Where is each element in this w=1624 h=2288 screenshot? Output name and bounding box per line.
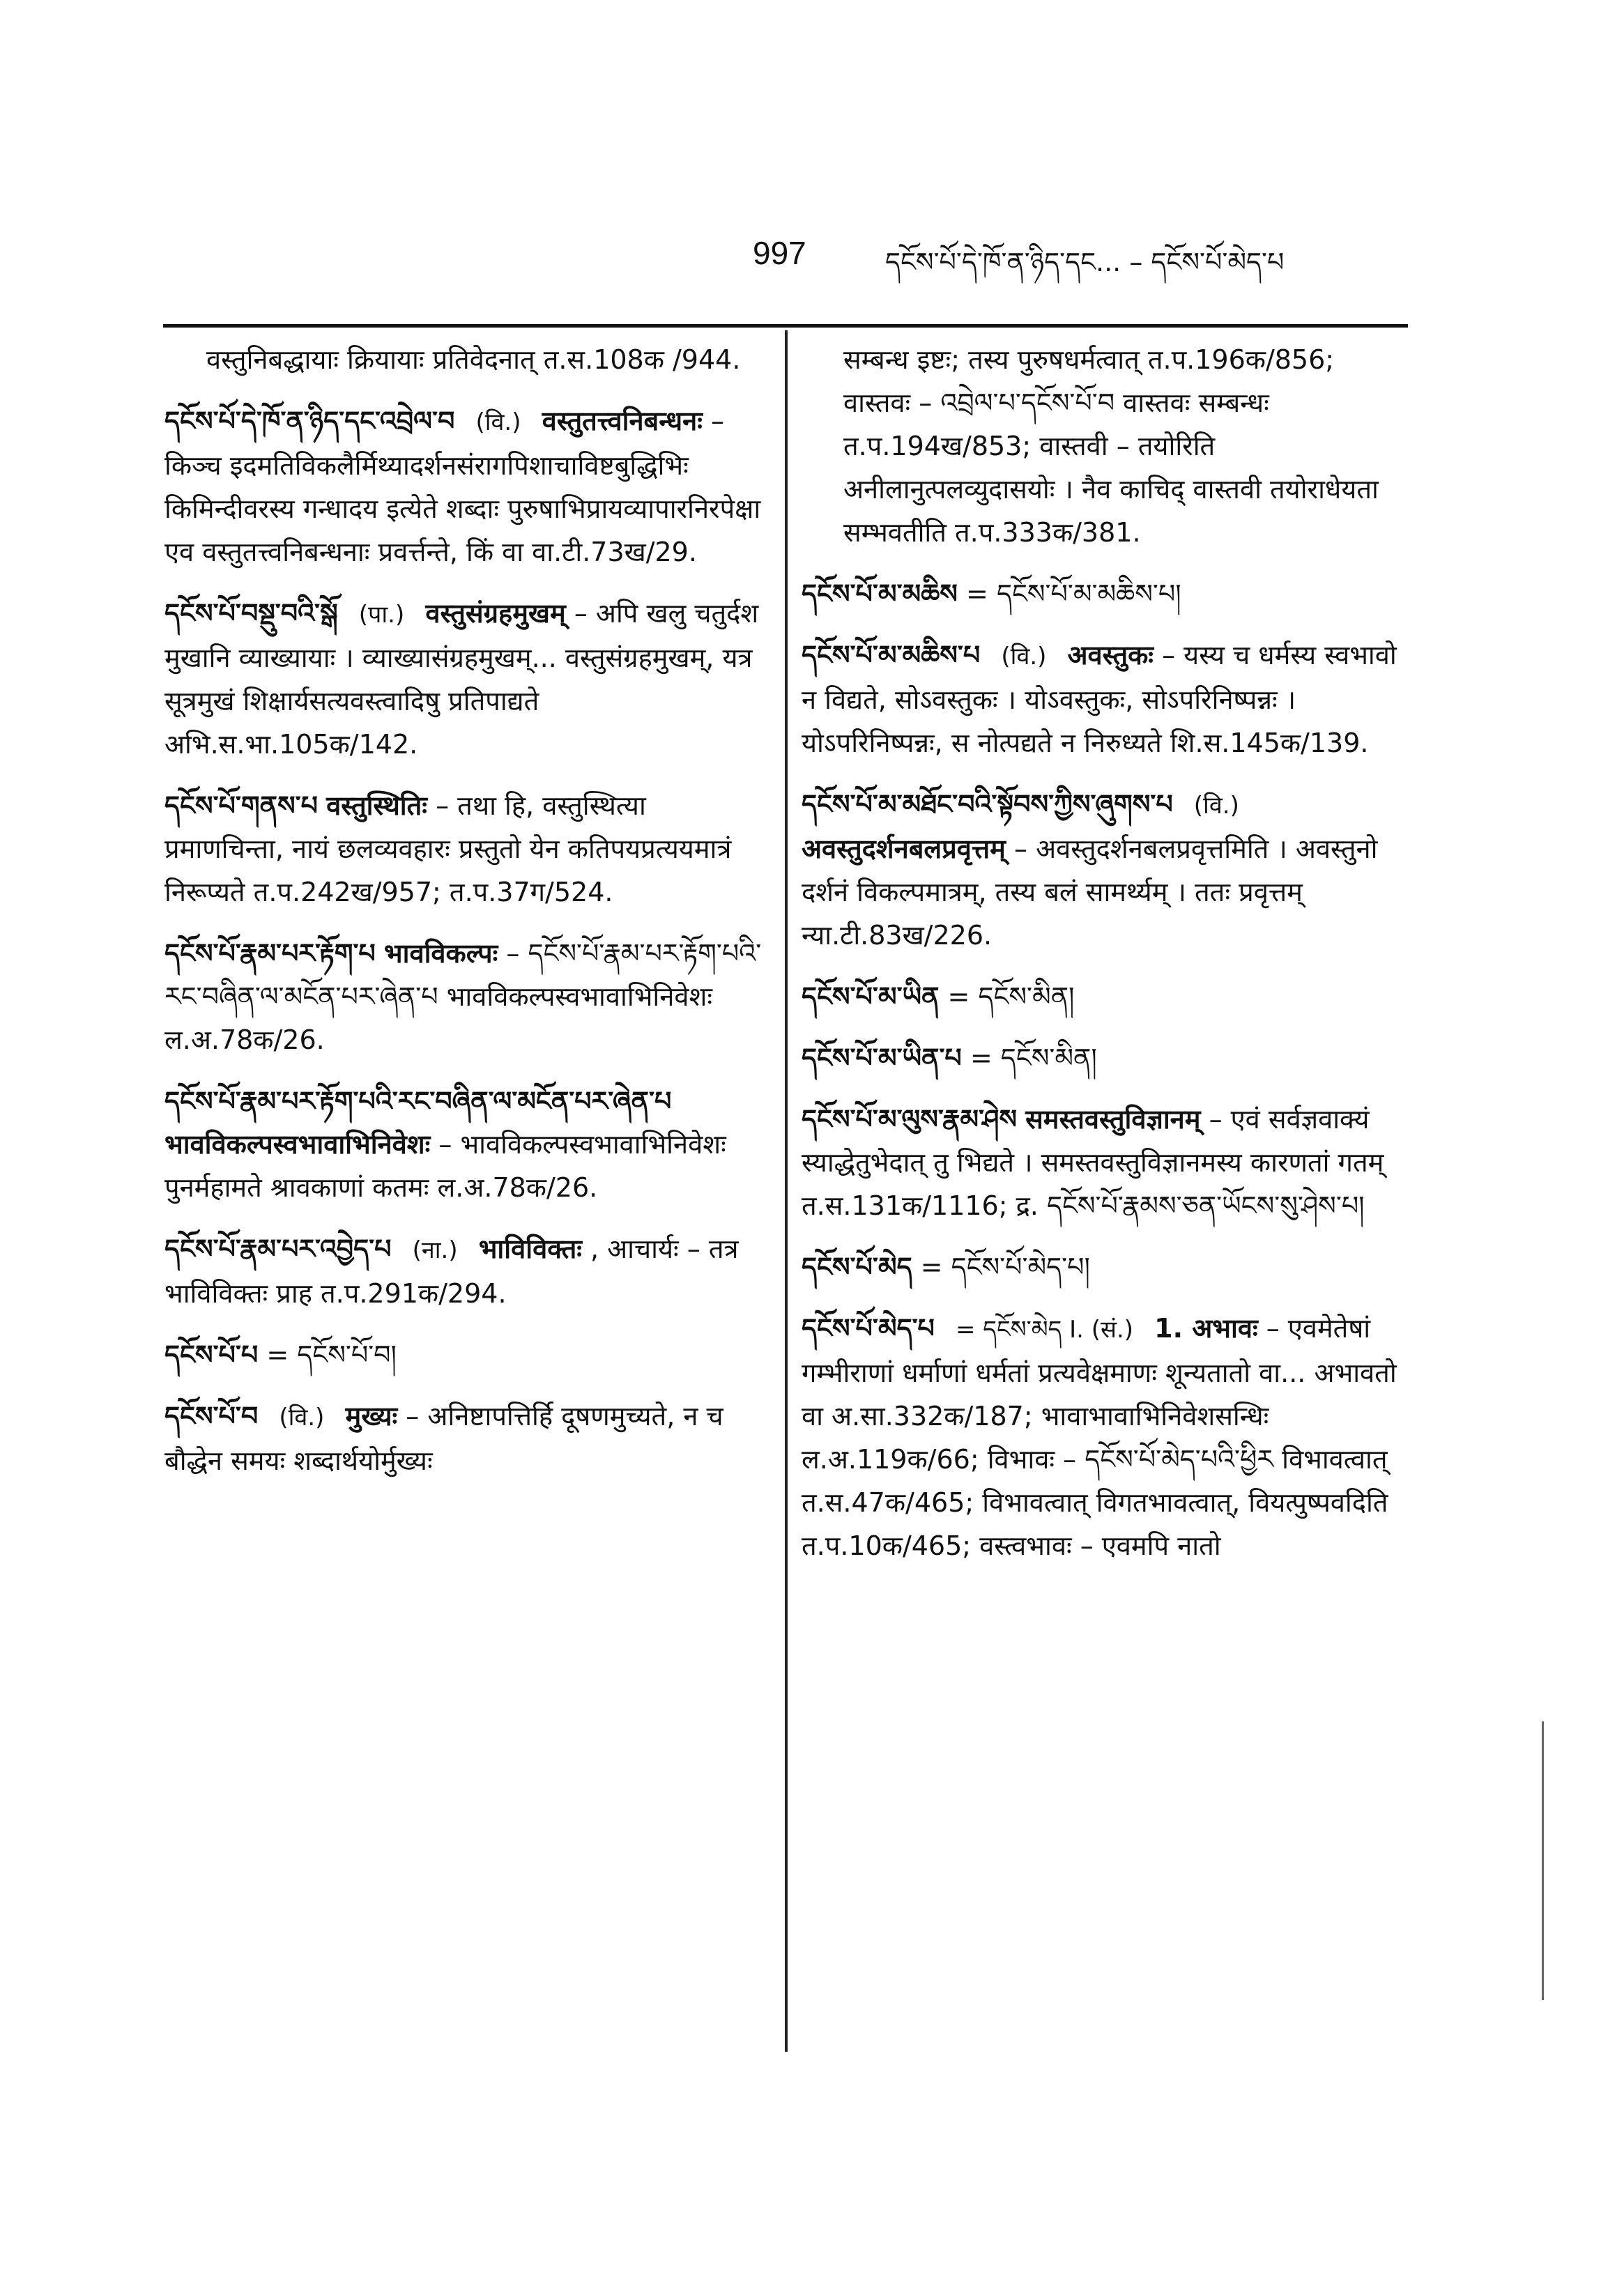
dictionary-entry xyxy=(802,783,1401,957)
entry-text: – अवस्तुदर्शनबलप्रवृत्तमिति । अवस्तुनो दर्शनं विकल्पमात्रम्, तस्य बलं सामर्थ्यम् । ततः प्रवृत्तम् न्या.टी.83ख/226. xyxy=(802,834,1378,951)
entry-headword: དངོས་པོ་མ་ཡིན xyxy=(802,981,940,1012)
running-head: དངོས་པོ་དེ་ཁོ་ན་ཉིད་དང... – དངོས་པོ་མེད་པ xyxy=(885,247,1285,277)
dictionary-entry xyxy=(164,399,764,574)
entry-text: – एवमेतेषां गम्भीराणां धर्माणां धर्मतां प्रत्यवेक्षमाणः शून्यतातो वा... अभावतो वा अ.सा.332क/187; भावाभावाभिनिवेशसन्धिः ल.अ.119क/66; विभावः – དངོས་པོ་མེད་པའི་ཕྱིར विभावत्वात् त.स.47क/465; विभावत्वात् विगतभावत्वात्, वियत्पुष्पवदिति त.प.10क/465; वस्त्वभावः – एवमपि नातो xyxy=(802,1313,1397,1561)
entry-text: – यस्य च धर्मस्य स्वभावो न विद्यते, सोऽवस्तुकः । योऽवस्तुकः, सोऽपरिनिष्पन्नः । योऽपरिनिष्पन्नः, स नोत्पद्यते न निरुध्यते शि.स.145क/139. xyxy=(802,640,1397,758)
entry-grammar: (वि.) xyxy=(1193,792,1239,820)
entry-headword: དངོས་པོ་བ xyxy=(164,1401,259,1431)
entry-headword: དངོས་པོ་གནས་པ xyxy=(164,790,318,821)
dictionary-entry xyxy=(164,932,764,1061)
entry-sanskrit: 1. अभावः xyxy=(1154,1313,1258,1344)
entry-text: – किञ्च इदमतिविकलैर्मिथ्यादर्शनसंरागपिशाचाविष्टबुद्धिभिः किमिन्दीवरस्य गन्धादय इत्येते शब्दाः पुरुषाभिप्रायव्यापारनिरपेक्षा एव वस्तुतत्त्वनिबन्धनाः प्रवर्त्तन्ते, किं वा वा.टी.73ख/29. xyxy=(164,406,761,567)
entry-headword: དངོས་པོ་མ་མཐོང་བའི་སྟོབས་ཀྱིས་ཞུགས་པ xyxy=(802,789,1173,820)
entry-text: सम्बन्ध इष्टः; तस्य पुरुषधर्मत्वात् त.प.196क/856; वास्तवः – འབྲེལ་པ་དངོས་པོ་བ वास्तवः सम्बन्धः त.प.194ख/853; वास्तवी – तयोरिति अनीलानुत्पलव्युदासयोः । नैव काचिद् वास्तवी तयोराधेयता सम्भवतीति त.प.333क/381. xyxy=(843,344,1379,548)
entry-sanskrit: वस्तुतत्त्वनिबन्धनः xyxy=(542,406,703,436)
dictionary-entry xyxy=(802,1036,1401,1080)
entry-headword: དངོས་པོ་རྣམ་པར་འབྱེད་པ xyxy=(164,1234,392,1264)
entry-sanskrit: मुख्यः xyxy=(345,1401,398,1431)
entry-text: = དངོས་པོ་མེད་པ། xyxy=(920,1252,1090,1282)
entry-sanskrit: भावविकल्पः xyxy=(383,938,498,969)
dictionary-entry xyxy=(164,592,764,766)
dictionary-entry xyxy=(802,975,1401,1018)
dictionary-entry xyxy=(802,1245,1401,1289)
entry-text: – དངོས་པོ་རྣམ་པར་རྟོག་པའི་རང་བཞིན་ལ་མངོན་པར་ཞེན་པ भावविकल्पस्वभावाभिनिवेशः ल.अ.78क/26. xyxy=(164,938,762,1055)
entry-text: – अपि खलु चतुर्दश मुखानि व्याख्यायाः । व्याख्यासंग्रहमुखम्... वस्तुसंग्रहमुखम्, यत्र सूत्रमुखं शिक्षार्यसत्यवस्त्वादिषु प्रतिपाद्यते अभि.स.भा.105क/142. xyxy=(164,598,759,760)
entry-grammar: (वि.) xyxy=(475,408,521,436)
entry-text: = དངོས་པོ་མ་མཆིས་པ། xyxy=(966,578,1181,609)
entry-text: – तथा हि, वस्तुस्थित्या प्रमाणचिन्ता, नायं छलव्यवहारः प्रस्तुतो येन कतिपयप्रत्ययमात्रं निरूप्यते त.प.242ख/957; त.प.37ग/524. xyxy=(164,790,732,907)
entry-grammar: (वि.) xyxy=(279,1404,325,1431)
entry-grammar: (वि.) xyxy=(1001,643,1047,670)
entry-sanskrit: समस्तवस्तुविज्ञानम् xyxy=(1025,1104,1201,1135)
entry-text: = དངོས་མིན། xyxy=(970,1043,1097,1073)
dictionary-entry xyxy=(802,634,1401,765)
entry-text: – एवं सर्वज्ञवाक्यं स्याद्धेतुभेदात् तु भिद्यते । समस्तवस्तुविज्ञानमस्य कारणतां गतम् त.स.131क/1116; द्र. དངོས་པོ་རྣམས་ཅན་ཡོངས་སུ་ཤེས་པ། xyxy=(802,1104,1384,1221)
page-number: 997 xyxy=(753,235,806,271)
entry-headword: དངོས་པོ་མ་ཡིན་པ xyxy=(802,1043,962,1073)
entry-sanskrit: भाविविक्तः xyxy=(478,1234,582,1264)
margin-mark xyxy=(1542,1721,1544,2000)
entry-text: = དངོས་པོ་བ། xyxy=(266,1339,397,1370)
entry-sanskrit: अवस्तुदर्शनबलप्रवृत्तम् xyxy=(802,834,1006,864)
entry-sanskrit: भावविकल्पस्वभावाभिनिवेशः xyxy=(164,1129,431,1160)
entry-headword: དངོས་པོ་མ་མཆིས xyxy=(802,578,958,609)
header-rule xyxy=(163,324,1408,328)
dictionary-entry xyxy=(164,1227,764,1315)
entry-text: – अनिष्टापत्तिर्हि दूषणमुच्यते, न च बौद्धेन समयः शब्दार्थयोर्मुख्यः xyxy=(164,1401,723,1476)
entry-sanskrit: अवस्तुकः xyxy=(1067,640,1154,670)
dictionary-entry xyxy=(802,1307,1401,1567)
left-column xyxy=(164,338,764,1500)
entry-headword: དངོས་པོ་མེད xyxy=(802,1252,912,1282)
entry-sanskrit: वस्तुसंग्रहमुखम् xyxy=(425,598,566,629)
entry-headword: དངོས་པོ་དེ་ཁོ་ན་ཉིད་དང་འབྲེལ་བ xyxy=(164,406,455,436)
entry-headword: དངོས་པོ་པ xyxy=(164,1339,259,1370)
right-column xyxy=(802,338,1401,1586)
entry-headword: དངོས་པོ་བསྡུ་བའི་སྒོ xyxy=(164,598,338,629)
entry-sanskrit: वस्तुस्थितिः xyxy=(326,790,427,821)
dictionary-entry xyxy=(164,784,764,914)
entry-text: = དངོས་མིན། xyxy=(947,981,1075,1012)
dictionary-entry xyxy=(802,572,1401,615)
dictionary-entry xyxy=(164,1395,764,1482)
entry-headword: དངོས་པོ་མ་ལུས་རྣམ་ཤེས xyxy=(802,1104,1017,1135)
dictionary-entry xyxy=(164,338,764,381)
entry-text: वस्तुनिबद्धायाः क्रियायाः प्रतिवेदनात् त.स.108क /944. xyxy=(206,344,741,375)
entry-text: , आचार्यः – तत्र भाविविक्तः प्राह त.प.291क/294. xyxy=(164,1234,739,1309)
dictionary-entry xyxy=(802,338,1401,554)
entry-grammar: (पा.) xyxy=(358,601,405,629)
dictionary-entry xyxy=(164,1333,764,1376)
dictionary-entry xyxy=(164,1080,764,1209)
entry-grammar: (ना.) xyxy=(412,1236,458,1264)
entry-text: – भावविकल्पस्वभावाभिनिवेशः पुनर्महामते श्रावकाणां कतमः ल.अ.78क/26. xyxy=(164,1129,726,1203)
entry-headword: དངོས་པོ་རྣམ་པར་རྟོག་པ xyxy=(164,938,376,969)
entry-grammar: = དངོས་མེད I. (सं.) xyxy=(956,1316,1134,1344)
entry-headword: དངོས་པོ་མེད་པ xyxy=(802,1313,935,1344)
dictionary-entry xyxy=(802,1098,1401,1227)
column-divider xyxy=(785,330,788,2052)
entry-headword: དངོས་པོ་རྣམ་པར་རྟོག་པའི་རང་བཞིན་ལ་མངོན་པར་ཞེན་པ xyxy=(164,1086,672,1116)
entry-headword: དངོས་པོ་མ་མཆིས་པ xyxy=(802,640,981,670)
